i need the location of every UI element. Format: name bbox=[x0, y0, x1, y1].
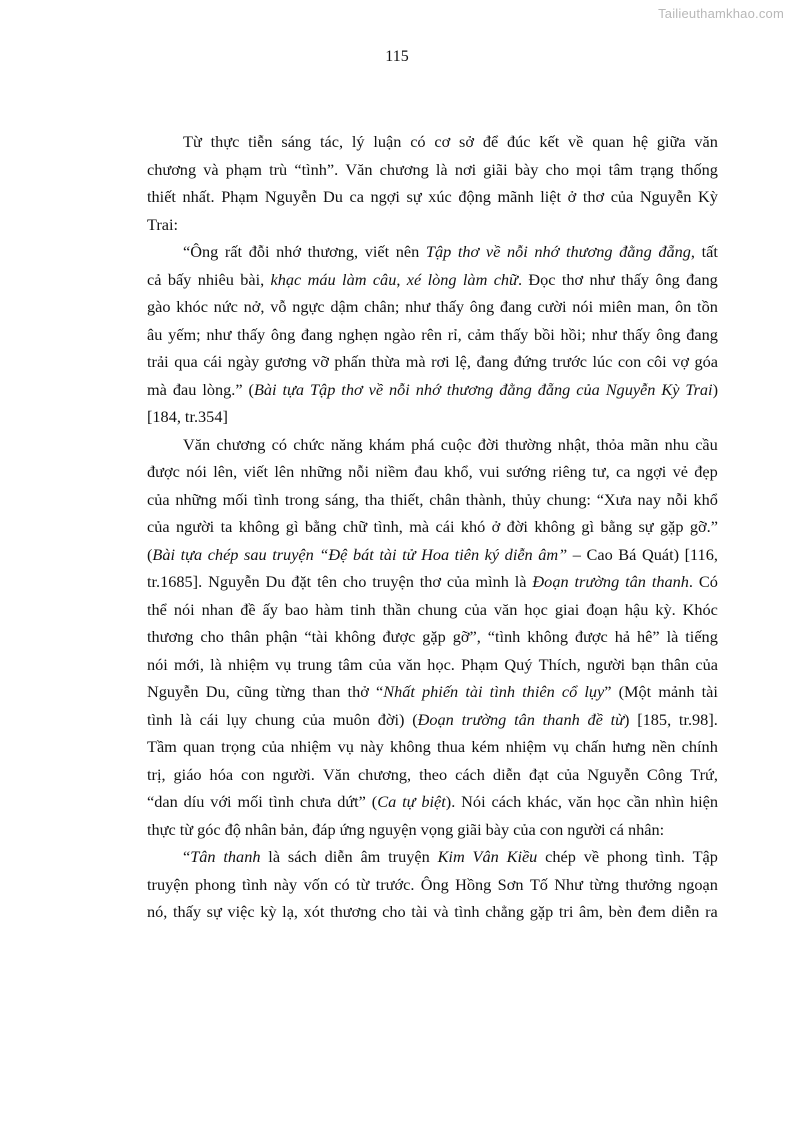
text-line: thể nói nhan đề ấy bao hàm tinh thần chung của văn học giai đoạn hậu kỳ. Khóc bbox=[147, 599, 718, 619]
text-line: nó, thấy sự việc kỳ lạ, xót thương cho tài và tình chẳng gặp tri âm, bèn đem diễn ra bbox=[147, 902, 718, 921]
text-line: trị, giáo hóa con người. Văn chương, theo cách diễn đạt của Nguyễn Công Trứ, bbox=[147, 764, 718, 784]
text-line: cả bấy nhiêu bài, khạc máu làm câu, xé lòng làm chữ. Đọc thơ như thấy ông đang bbox=[147, 269, 718, 289]
text-line: của những mối tình trong sáng, tha thiết, chân thành, thủy chung: “Xưa nay nỗi khổ bbox=[147, 489, 718, 509]
watermark: Tailieuthamkhao.com bbox=[658, 6, 784, 21]
text-line: Nguyễn Du, cũng từng than thở “Nhất phiến tài tình thiên cổ lụy” (Một mảnh tài bbox=[147, 682, 718, 701]
text-line: truyện phong tình này vốn có từ trước. Ông Hồng Sơn Tố Như từng thưởng ngoạn bbox=[147, 874, 718, 894]
text-line: tr.1685]. Nguyễn Du đặt tên cho truyện thơ của mình là Đoạn trường tân thanh. Có bbox=[147, 572, 718, 591]
text-line: Văn chương có chức năng khám phá cuộc đời thường nhật, thỏa mãn nhu cầu bbox=[183, 434, 718, 454]
text-line: Từ thực tiễn sáng tác, lý luận có cơ sở để đúc kết về quan hệ giữa văn bbox=[183, 132, 718, 151]
text-line: mà đau lòng.” (Bài tựa Tập thơ về nỗi nhớ thương đằng đẵng của Nguyễn Kỳ Trai) bbox=[147, 379, 718, 399]
text-line: “Ông rất đỗi nhớ thương, viết nên Tập thơ về nỗi nhớ thương đằng đẵng, tất bbox=[183, 242, 718, 261]
text-line: trải qua cái ngày gương vỡ phấn thừa mà rơi lệ, đang đứng trước lúc con côi vợ góa bbox=[147, 352, 718, 371]
text-line: tình là cái lụy chung của muôn đời) (Đoạn trường tân thanh đề từ) [185, tr.98]. bbox=[147, 709, 718, 729]
text-line: nói mới, là nhiệm vụ trung tâm của văn học. Phạm Quý Thích, người bạn thân của bbox=[147, 654, 718, 674]
text-line: “dan díu với mối tình chưa dứt” (Ca tự biệt). Nói cách khác, văn học cần nhìn hiện bbox=[147, 792, 718, 811]
text-line: “Tân thanh là sách diễn âm truyện Kim Vân Kiều chép về phong tình. Tập bbox=[183, 847, 718, 866]
text-line: thương cho thân phận “tài không được gặp gỡ”, “tình không được hả hê” là tiếng bbox=[147, 627, 718, 646]
page-number: 115 bbox=[385, 48, 409, 65]
document-body bbox=[147, 128, 718, 926]
text-line: được nói lên, viết lên những nỗi niềm đau khổ, vui sướng riêng tư, ca ngợi vẻ đẹp bbox=[147, 462, 718, 481]
text-line: Tầm quan trọng của nhiệm vụ này không thua kém nhiệm vụ chấn hưng nền chính bbox=[147, 737, 718, 756]
text-line: chương và phạm trù “tình”. Văn chương là nơi giãi bày cho mọi tâm trạng thống bbox=[147, 159, 718, 179]
text-line: gào khóc nức nở, vỗ ngực dậm chân; như thấy ông đang cười nói miên man, ôn tồn bbox=[147, 297, 718, 316]
text-line: Trai: bbox=[147, 214, 179, 234]
text-line: của người ta không gì bằng chữ tình, mà cái khó ở đời không gì bằng sự gặp gỡ.” bbox=[147, 517, 718, 536]
text-line: âu yếm; như thấy ông đang nghẹn ngào rên rỉ, cảm thấy bồi hồi; như thấy ông đang bbox=[147, 324, 718, 344]
text-line: [184, tr.354] bbox=[147, 407, 228, 426]
text-line: thực từ góc độ nhân bản, đáp ứng nguyện vọng giãi bày của con người cá nhân: bbox=[147, 819, 665, 839]
text-line: (Bài tựa chép sau truyện “Đệ bát tài tử Hoa tiên ký diễn âm” – Cao Bá Quát) [116, bbox=[147, 544, 718, 564]
text-line: thiết nhất. Phạm Nguyễn Du ca ngợi sự xúc động mãnh liệt ở thơ của Nguyễn Kỳ bbox=[147, 187, 718, 206]
